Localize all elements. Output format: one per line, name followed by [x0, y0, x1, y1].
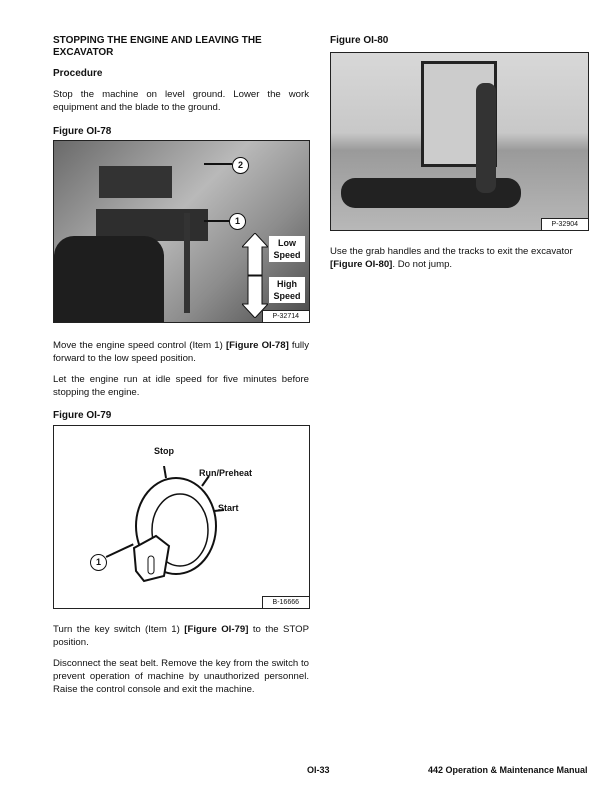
- engine-speed-control-photo: [53, 140, 310, 323]
- callout-1: 1: [90, 554, 107, 571]
- paragraph: [330, 245, 587, 271]
- section-title: STOPPING THE ENGINE AND LEAVING THE EXCAVATOR: [53, 35, 262, 58]
- arrow-icon: [204, 163, 232, 165]
- switch-panel: [99, 166, 172, 198]
- callout-2: 2: [232, 157, 249, 174]
- speed-direction-arrows-icon: [242, 233, 268, 318]
- low-speed-label: Low Speed: [269, 236, 305, 262]
- text: Turn the key switch (Item 1): [53, 624, 185, 635]
- paragraph: [53, 623, 309, 649]
- text: Use the grab handles and the tracks to exit the excavator: [330, 246, 573, 257]
- procedure-heading: Procedure: [53, 68, 103, 79]
- excavator-exit-photo: [330, 52, 589, 231]
- person: [476, 83, 496, 193]
- key-switch-icon: [114, 466, 224, 586]
- start-label: Start: [218, 503, 239, 513]
- arrow-icon: [204, 220, 229, 222]
- joystick: [54, 236, 164, 322]
- callout-1: 1: [229, 213, 246, 230]
- figure-reference: P-32904: [541, 218, 588, 230]
- page-number: OI-33: [307, 765, 330, 775]
- paragraph: Disconnect the seat belt. Remove the key from the switch to prevent operation of machine by unauthorized personnel. Raise the control console and exit the machine.: [53, 658, 309, 695]
- figure-title: Figure OI-79: [53, 410, 112, 421]
- manual-title: 442 Operation & Maintenance Manual: [428, 765, 588, 775]
- stop-label: Stop: [154, 446, 174, 456]
- text: to the STOP position.: [53, 624, 310, 648]
- paragraph: [53, 339, 309, 365]
- figure-title: Figure OI-80: [330, 35, 389, 46]
- high-speed-label: High Speed: [269, 277, 305, 303]
- run-preheat-label: Run/Preheat: [199, 468, 253, 478]
- figure-reference: B-16666: [262, 596, 309, 608]
- text: . Do not jump.: [392, 259, 453, 270]
- text: Move the engine speed control (Item 1): [53, 340, 226, 351]
- key-switch-diagram: [53, 425, 310, 609]
- figure-link: [Figure OI-79]: [184, 624, 249, 635]
- figure-link: [Figure OI-78]: [225, 340, 289, 351]
- figure-title: Figure OI-78: [53, 126, 112, 137]
- paragraph: Let the engine run at idle speed for five minutes before stopping the engine.: [53, 374, 309, 398]
- text: fully forward to the low speed position.: [53, 340, 309, 364]
- figure-reference: P-32714: [262, 310, 309, 322]
- paragraph: Stop the machine on level ground. Lower the work equipment and the blade to the ground.: [53, 89, 309, 113]
- figure-link: [Figure OI-80]: [330, 259, 393, 270]
- speed-lever: [184, 213, 190, 313]
